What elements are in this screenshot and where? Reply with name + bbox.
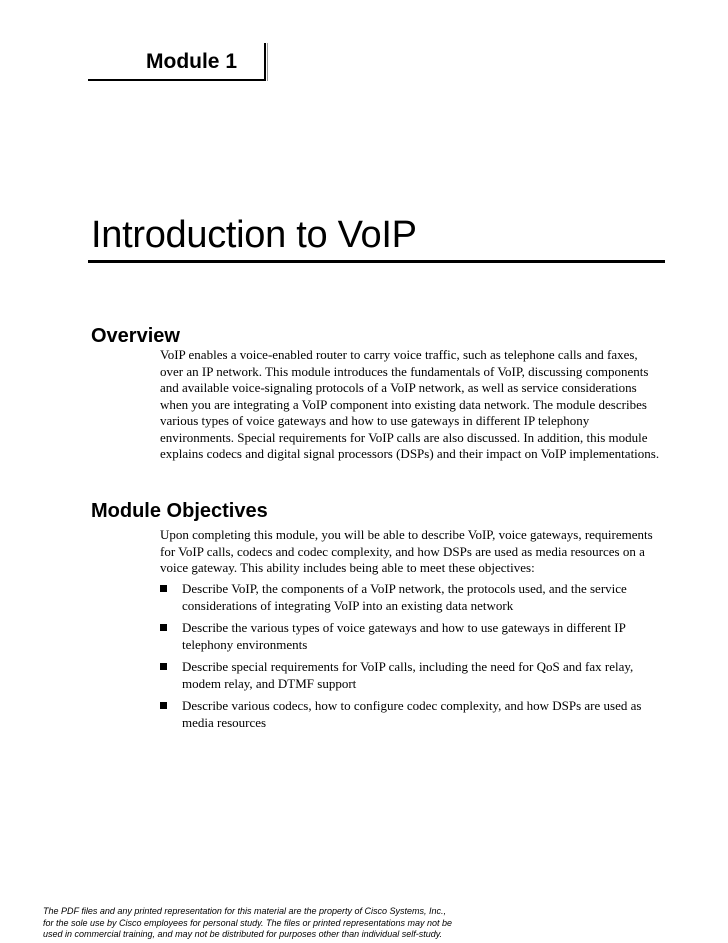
list-item-text: Describe various codecs, how to configure codec complexity, and how DSPs are used as media resources <box>182 698 642 730</box>
copyright-footer <box>43 906 493 941</box>
list-item-text: Describe VoIP, the components of a VoIP network, the protocols used, and the service considerations of integrating VoIP into an existing data network <box>182 581 627 613</box>
footer-line: The PDF files and any printed representation for this material are the property of Cisco Systems, Inc., <box>43 906 447 916</box>
list-item <box>160 620 660 653</box>
module-underline <box>88 79 264 81</box>
module-label: Module 1 <box>146 50 238 73</box>
module-vertical-bar <box>264 43 266 81</box>
list-item <box>160 659 660 692</box>
objectives-intro: Upon completing this module, you will be able to describe VoIP, voice gateways, requirements for VoIP calls, codecs and codec complexity, and how DSPs are used as media resources on a voice gateway. This ability includes being able to meet these objectives: <box>160 527 653 575</box>
list-item <box>160 698 660 731</box>
square-bullet-icon <box>160 663 167 670</box>
square-bullet-icon <box>160 585 167 592</box>
module-bar-shadow <box>267 43 268 81</box>
footer-line: for the sole use by Cisco employees for personal study. The files or printed representations may not be <box>43 917 453 928</box>
list-item-text: Describe the various types of voice gateways and how to use gateways in different IP telephony environments <box>182 620 626 652</box>
page-title: Introduction to VoIP <box>91 214 417 256</box>
list-item-text: Describe special requirements for VoIP calls, including the need for QoS and fax relay, modem relay, and DTMF support <box>182 659 634 691</box>
objectives-list <box>160 581 660 737</box>
square-bullet-icon <box>160 624 167 631</box>
objectives-heading: Module Objectives <box>91 500 268 522</box>
square-bullet-icon <box>160 702 167 709</box>
overview-heading: Overview <box>91 325 180 347</box>
list-item <box>160 581 660 614</box>
footer-line: used in commercial training, and may not be distributed for purposes other than individual self-study. <box>43 929 443 939</box>
title-underline <box>88 260 665 263</box>
overview-paragraph: VoIP enables a voice-enabled router to carry voice traffic, such as telephone calls and faxes, over an IP network. This module introduces the fundamentals of VoIP, discussing components and available voice-signaling protocols of a VoIP network, as well as service considerations when you are integrating a VoIP component into existing data network. The module describes various types of voice gateways and how to use gateways in different IP telephony environments. Special requirements for VoIP calls are also discussed. In addition, this module explains codecs and digital signal processors (DSPs) and their impact on VoIP implementations. <box>160 347 660 461</box>
